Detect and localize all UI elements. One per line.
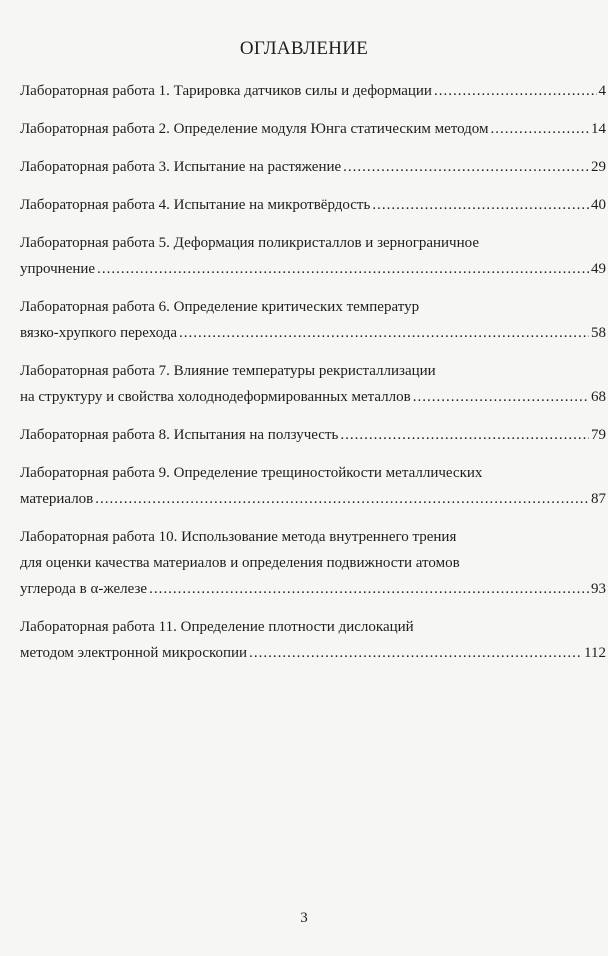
toc-entry[interactable] bbox=[20, 294, 606, 346]
toc-entry[interactable] bbox=[20, 358, 606, 410]
toc-entry-text-line: углерода в α-железе bbox=[20, 581, 148, 597]
dot-leader bbox=[413, 384, 589, 410]
toc-page-number: 93 bbox=[591, 581, 606, 597]
toc-entry[interactable] bbox=[20, 460, 606, 512]
toc-entry-text-line: Лабораторная работа 1. Тарировка датчиков силы и деформации bbox=[20, 83, 432, 99]
toc-entry-text-line: Лабораторная работа 4. Испытание на микротвёрдость bbox=[20, 197, 371, 213]
toc-page-number: 68 bbox=[591, 389, 606, 405]
toc-entry-final-line bbox=[20, 640, 606, 666]
toc-entry[interactable] bbox=[20, 116, 606, 142]
toc-page-number: 49 bbox=[591, 261, 606, 277]
toc-entry-text-line: Лабораторная работа 8. Испытания на ползучесть bbox=[20, 427, 339, 443]
toc-entry-text-line: Лабораторная работа 6. Определение критических температур bbox=[20, 299, 420, 315]
toc-entry-final-line bbox=[20, 486, 606, 512]
toc-entry-final-line bbox=[20, 576, 606, 602]
toc-page-number: 14 bbox=[591, 121, 606, 137]
dot-leader bbox=[95, 486, 589, 512]
toc-entry[interactable] bbox=[20, 78, 606, 104]
toc-entry-final-line bbox=[20, 192, 606, 218]
dot-leader bbox=[491, 116, 589, 142]
toc-entry[interactable] bbox=[20, 422, 606, 448]
toc-page-number: 58 bbox=[591, 325, 606, 341]
toc-entry-text-line: вязко-хрупкого перехода bbox=[20, 325, 178, 341]
table-of-contents bbox=[20, 78, 606, 678]
toc-entry-text-line: Лабораторная работа 5. Деформация поликристаллов и зернограничное bbox=[20, 235, 479, 251]
dot-leader bbox=[97, 256, 589, 282]
toc-entry-text-line: упрочнение bbox=[20, 261, 96, 277]
dot-leader bbox=[372, 192, 589, 218]
toc-entry-final-line bbox=[20, 154, 606, 180]
toc-entry[interactable] bbox=[20, 192, 606, 218]
toc-entry-final-line bbox=[20, 320, 606, 346]
toc-entry-text-line: Лабораторная работа 9. Определение трещиностойкости металлических bbox=[20, 465, 483, 481]
toc-entry-final-line bbox=[20, 422, 606, 448]
dot-leader bbox=[179, 320, 589, 346]
toc-entry-final-line bbox=[20, 116, 606, 142]
dot-leader bbox=[249, 640, 582, 666]
toc-entry[interactable] bbox=[20, 154, 606, 180]
toc-entry-final-line bbox=[20, 256, 606, 282]
toc-page-number: 87 bbox=[591, 491, 606, 507]
toc-entry-text-line: Лабораторная работа 2. Определение модуля Юнга статическим методом bbox=[20, 121, 489, 137]
toc-entry-text-line: методом электронной микроскопии bbox=[20, 645, 248, 661]
toc-entry-final-line bbox=[20, 78, 606, 104]
toc-page-number: 29 bbox=[591, 159, 606, 175]
dot-leader bbox=[434, 78, 597, 104]
toc-entry-text-line: материалов bbox=[20, 491, 94, 507]
dot-leader bbox=[340, 422, 589, 448]
page-number: 3 bbox=[300, 910, 308, 926]
toc-entry-final-line bbox=[20, 384, 606, 410]
dot-leader bbox=[149, 576, 589, 602]
toc-page-number: 79 bbox=[591, 427, 606, 443]
toc-entry-text-line: Лабораторная работа 3. Испытание на растяжение bbox=[20, 159, 342, 175]
toc-entry-text-line: Лабораторная работа 7. Влияние температуры рекристаллизации bbox=[20, 363, 436, 379]
toc-entry[interactable] bbox=[20, 230, 606, 282]
toc-entry-text-line: для оценки качества материалов и определения подвижности атомов bbox=[20, 555, 460, 571]
toc-page-number: 40 bbox=[591, 197, 606, 213]
toc-page-number: 112 bbox=[584, 645, 606, 661]
toc-entry-text-line: Лабораторная работа 10. Использование метода внутреннего трения bbox=[20, 529, 457, 545]
toc-entry-text-line: Лабораторная работа 11. Определение плотности дислокаций bbox=[20, 619, 414, 635]
dot-leader bbox=[343, 154, 589, 180]
toc-entry[interactable] bbox=[20, 524, 606, 602]
page-title: ОГЛАВЛЕНИЕ bbox=[239, 38, 369, 59]
toc-page-number: 4 bbox=[598, 83, 606, 99]
toc-entry-text-line: на структуру и свойства холоднодеформированных металлов bbox=[20, 389, 411, 405]
toc-entry[interactable] bbox=[20, 614, 606, 666]
